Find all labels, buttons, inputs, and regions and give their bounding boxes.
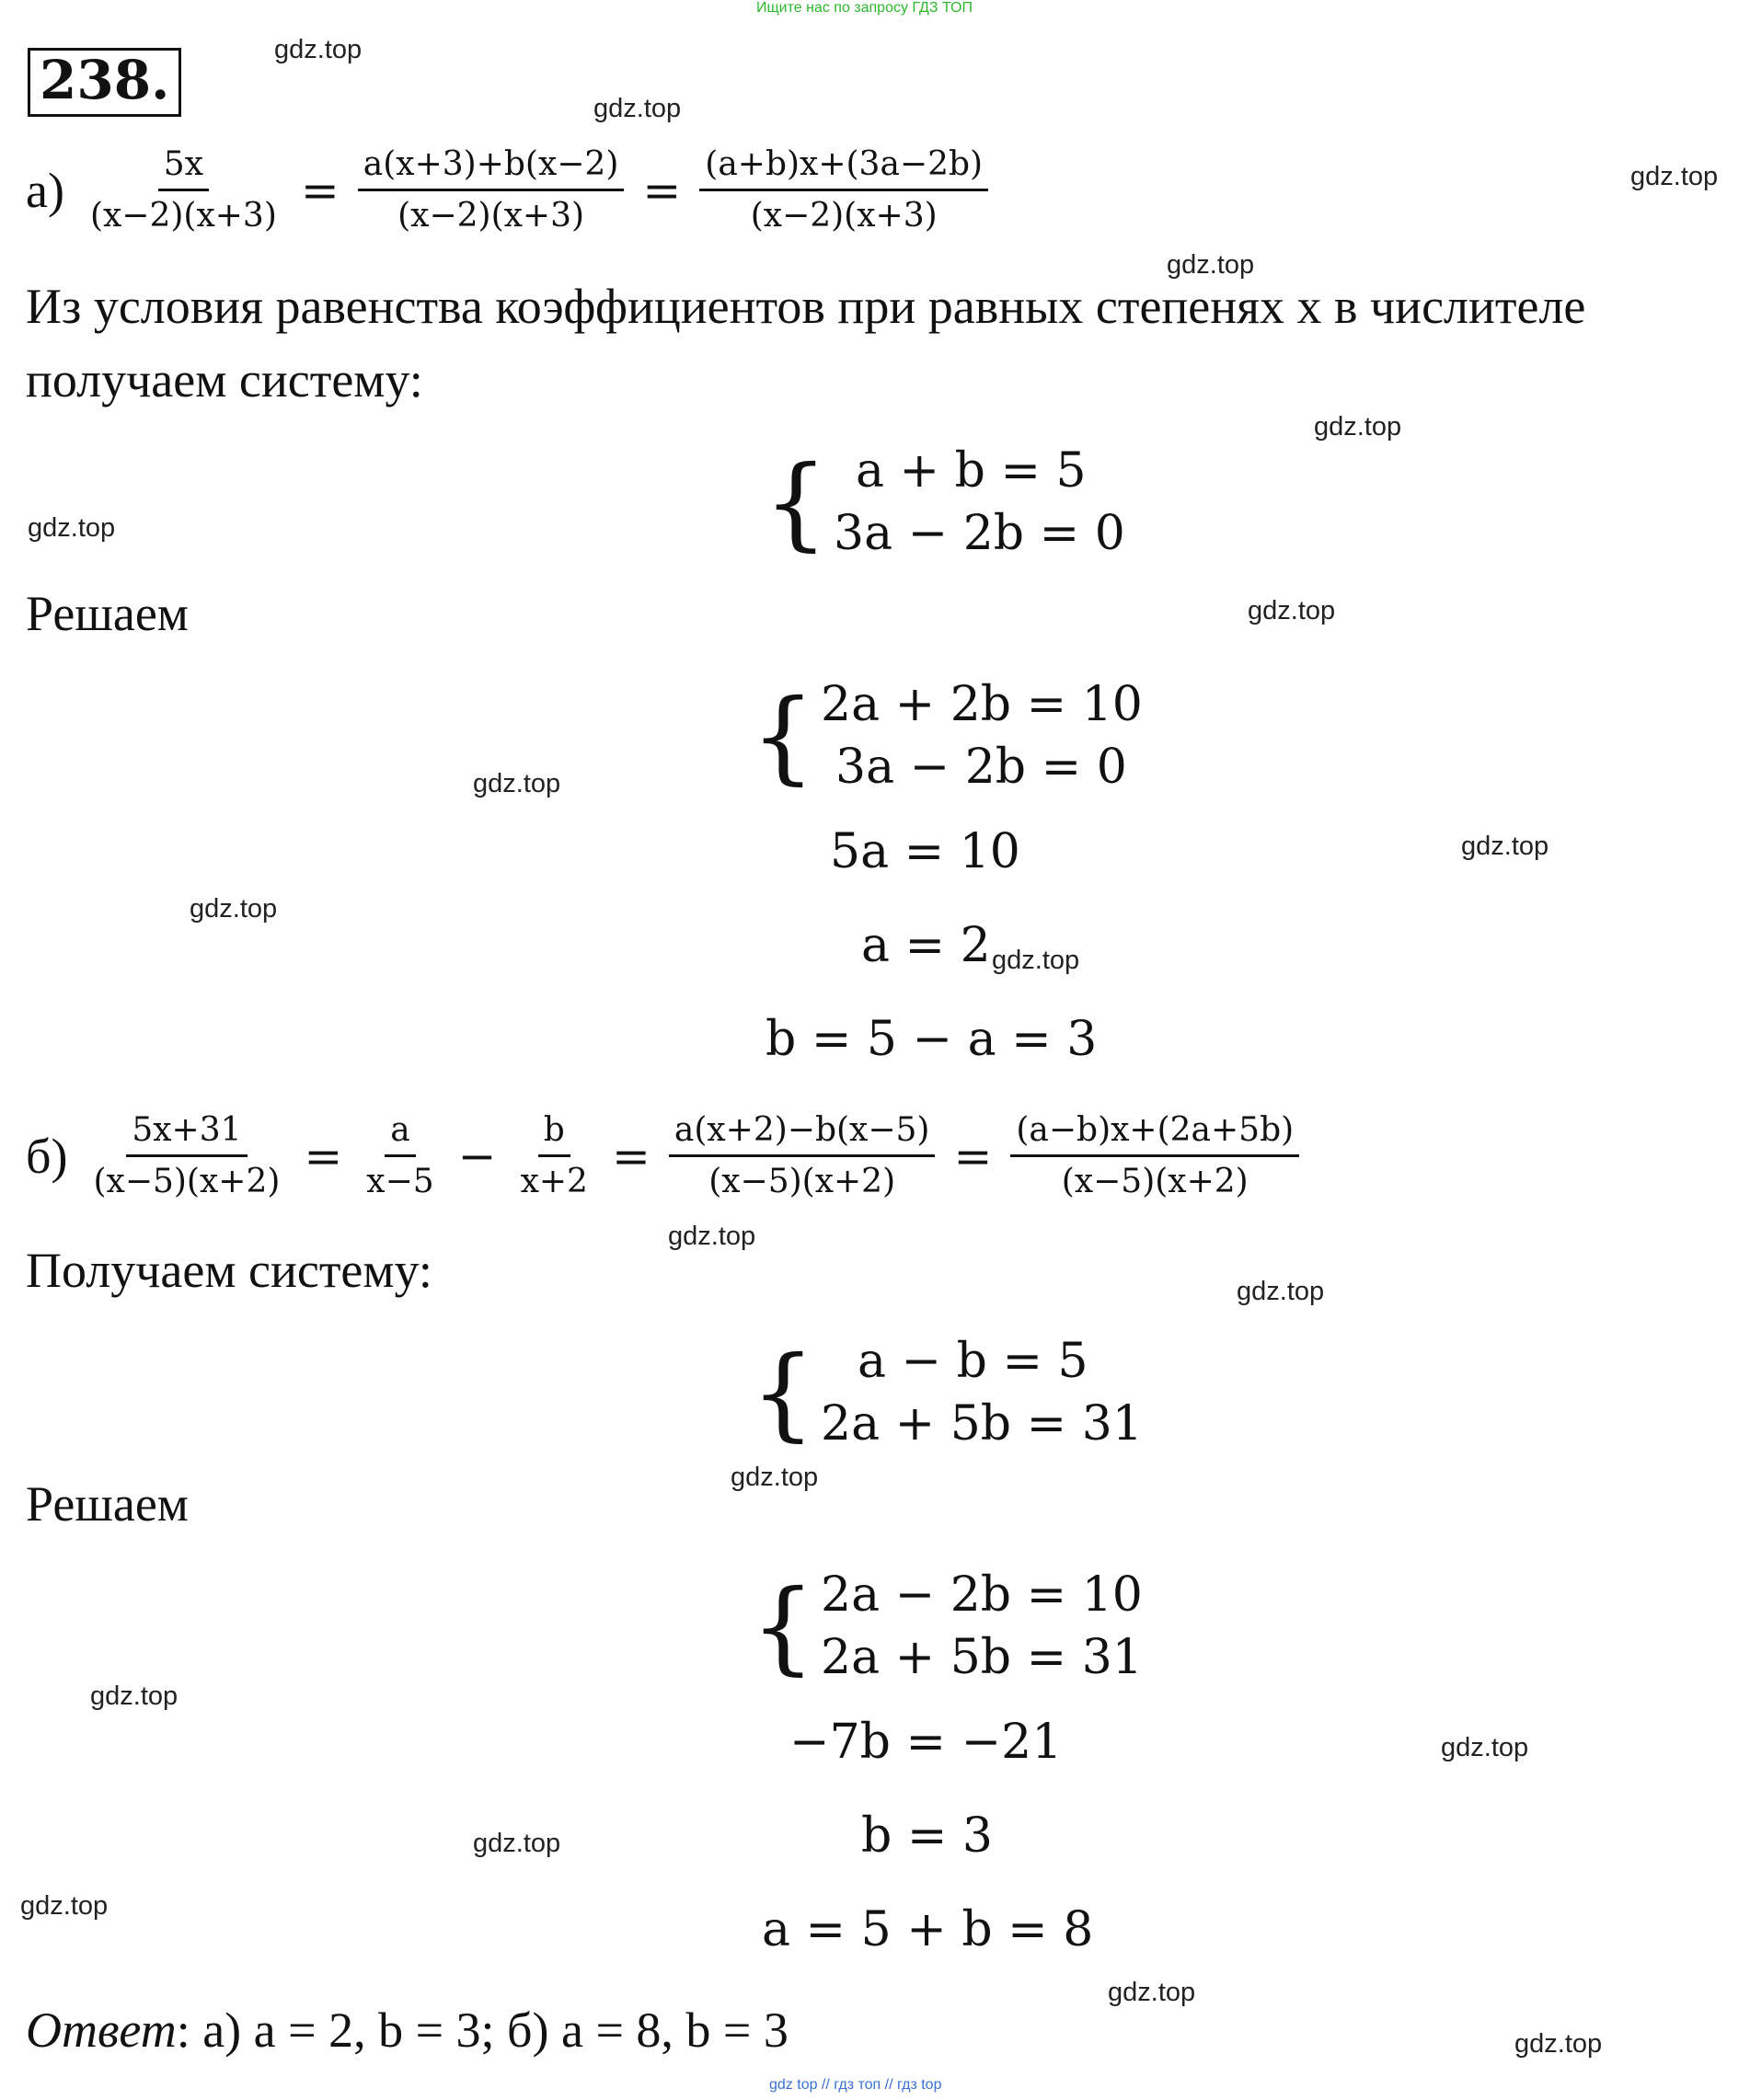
watermark: gdz.top: [473, 769, 561, 798]
part-a-step2: a = 2: [861, 918, 991, 973]
part-a-equation: [26, 145, 996, 235]
numerator: a(x+3)+b(x−2): [358, 145, 625, 191]
equals-sign: =: [300, 163, 340, 217]
watermark: gdz.top: [473, 1829, 561, 1858]
watermark: gdz.top: [1314, 412, 1402, 442]
system-line: a + b = 5: [856, 443, 1087, 499]
top-note: Ищите нас по запросу ГДЗ ТОП: [756, 0, 973, 16]
system-line: 2a + 5b = 31: [821, 1630, 1143, 1685]
part-b-step3: a = 5 + b = 8: [762, 1902, 1094, 1957]
numerator: (a−b)x+(2a+5b): [1010, 1111, 1299, 1157]
footer-note: gdz top // гдз топ // гдз top: [769, 2077, 942, 2093]
answer-prefix: Ответ: [26, 2002, 177, 2058]
watermark: gdz.top: [992, 946, 1080, 975]
watermark: gdz.top: [1248, 596, 1336, 625]
denominator: (x−2)(x+3): [89, 197, 277, 235]
system-line: 3a − 2b = 0: [834, 506, 1125, 561]
watermark: gdz.top: [593, 94, 682, 123]
answer-text: а) a = 2, b = 3; б) a = 8, b = 3: [202, 2002, 789, 2058]
system-line: 2a + 2b = 10: [821, 677, 1143, 732]
numerator: (a+b)x+(3a−2b): [699, 145, 988, 191]
fraction: [361, 1111, 439, 1200]
denominator: (x−2)(x+3): [397, 197, 585, 235]
part-a-text-line1: Из условия равенства коэффициентов при равных степенях x в числителе: [26, 279, 1586, 334]
numerator: 5x+31: [126, 1111, 247, 1157]
watermark: gdz.top: [90, 1681, 178, 1711]
watermark: gdz.top: [668, 1222, 756, 1251]
watermark: gdz.top: [1630, 162, 1719, 191]
part-b-solve-label: Решаем: [26, 1476, 189, 1532]
fraction: [85, 145, 282, 235]
watermark: gdz.top: [1514, 2029, 1603, 2059]
fraction: [515, 1111, 593, 1200]
part-a-system2: [751, 673, 1143, 798]
equals-sign: =: [953, 1129, 993, 1183]
problem-number: 238.: [28, 48, 181, 117]
equals-sign: =: [611, 1129, 650, 1183]
fraction: [669, 1111, 936, 1200]
watermark: gdz.top: [190, 894, 278, 924]
denominator: (x−2)(x+3): [750, 197, 938, 235]
system-line: a − b = 5: [858, 1334, 1088, 1389]
fraction: [1010, 1111, 1299, 1200]
system-line: 3a − 2b = 0: [835, 740, 1127, 795]
fraction: [699, 145, 988, 235]
numerator: a(x+2)−b(x−5): [669, 1111, 936, 1157]
brace-icon: {: [751, 1334, 815, 1452]
part-b-text: Получаем систему:: [26, 1243, 432, 1298]
numerator: a: [385, 1111, 415, 1157]
denominator: x−5: [366, 1163, 434, 1200]
numerator: 5x: [158, 145, 209, 191]
watermark: gdz.top: [274, 35, 363, 64]
part-a-solve-label: Решаем: [26, 586, 189, 641]
numerator: b: [538, 1111, 570, 1157]
denominator: (x−5)(x+2): [93, 1163, 281, 1200]
denominator: (x−5)(x+2): [708, 1163, 896, 1200]
part-b-step1: −7b = −21: [789, 1715, 1063, 1770]
part-a-label: а): [26, 162, 64, 218]
part-a-system1: [764, 440, 1125, 565]
part-b-equation: [26, 1111, 1307, 1200]
brace-icon: {: [764, 443, 828, 561]
part-a-step1: 5a = 10: [830, 824, 1020, 879]
watermark: gdz.top: [1441, 1733, 1529, 1762]
part-b-system2: [751, 1564, 1143, 1689]
part-a-step3: b = 5 − a = 3: [766, 1012, 1098, 1067]
part-a-text-line2: получаем систему:: [26, 352, 423, 407]
fraction: [87, 1111, 285, 1200]
answer: [26, 2002, 789, 2059]
system-line: 2a + 5b = 31: [821, 1396, 1143, 1452]
fraction: [358, 145, 625, 235]
watermark: gdz.top: [731, 1463, 819, 1492]
equals-sign: =: [304, 1129, 343, 1183]
system-line: 2a − 2b = 10: [821, 1567, 1143, 1623]
watermark: gdz.top: [28, 513, 116, 543]
watermark: gdz.top: [1461, 832, 1549, 861]
part-b-step2: b = 3: [861, 1808, 993, 1864]
part-b-label: б): [26, 1128, 68, 1184]
denominator: x+2: [520, 1163, 588, 1200]
denominator: (x−5)(x+2): [1061, 1163, 1249, 1200]
watermark: gdz.top: [1167, 250, 1255, 280]
answer-colon: :: [176, 2002, 190, 2058]
watermark: gdz.top: [1237, 1277, 1325, 1306]
watermark: gdz.top: [1108, 1978, 1196, 2007]
minus-sign: −: [457, 1129, 497, 1183]
brace-icon: {: [751, 1567, 815, 1685]
equals-sign: =: [642, 163, 682, 217]
part-b-system1: [751, 1330, 1143, 1455]
brace-icon: {: [751, 677, 815, 795]
watermark: gdz.top: [20, 1891, 109, 1921]
